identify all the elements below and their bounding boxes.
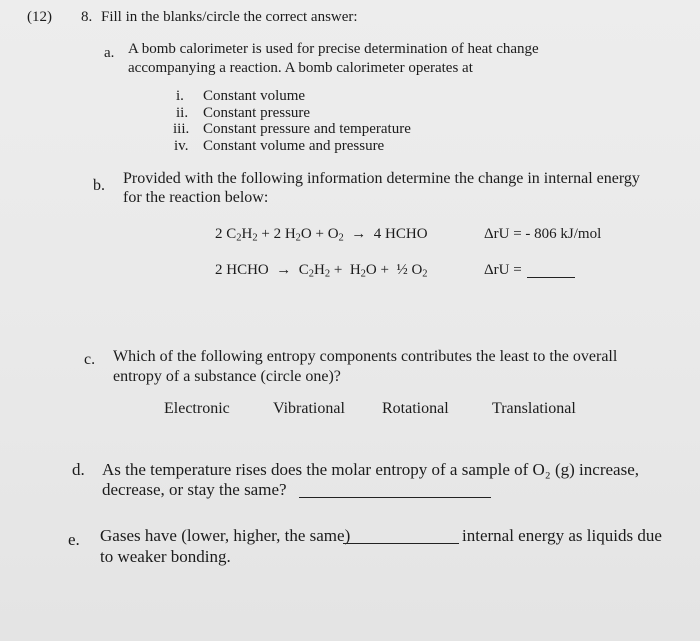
question-instruction: Fill in the blanks/circle the correct answer: <box>101 9 358 25</box>
choice-electronic[interactable]: Electronic <box>164 400 230 417</box>
part-d-label: d. <box>72 460 85 479</box>
part-c-label: c. <box>84 351 96 368</box>
points-label: (12) <box>27 9 52 25</box>
answer-blank[interactable] <box>343 542 459 544</box>
option-text[interactable]: Constant volume and pressure <box>203 138 385 154</box>
part-b-line-2: for the reaction below: <box>123 189 269 206</box>
choice-rotational[interactable]: Rotational <box>382 400 449 417</box>
reaction-1-energy: ΔrU = - 806 kJ/mol <box>484 226 602 242</box>
part-a-line-1: A bomb calorimeter is used for precise determination of heat change <box>128 41 539 57</box>
part-c-line-1: Which of the following entropy components contributes the least to the overall <box>113 348 618 365</box>
part-b-label: b. <box>93 177 105 194</box>
part-b-line-1: Provided with the following information determine the change in internal energy <box>123 170 640 187</box>
part-e-line-2: to weaker bonding. <box>100 547 231 566</box>
part-e-label: e. <box>68 530 80 549</box>
choice-vibrational[interactable]: Vibrational <box>273 400 345 417</box>
option-text[interactable]: Constant pressure <box>203 105 311 121</box>
part-c-line-2: entropy of a substance (circle one)? <box>113 368 341 385</box>
option-num: iv. <box>174 138 189 154</box>
option-text[interactable]: Constant volume <box>203 88 306 104</box>
reaction-2-energy: ΔrU = <box>484 262 522 278</box>
part-a-line-2: accompanying a reaction. A bomb calorimeter operates at <box>128 60 473 76</box>
part-d-line-2: decrease, or stay the same? <box>102 480 287 499</box>
question-number: 8. <box>81 9 93 25</box>
answer-blank[interactable] <box>299 496 491 498</box>
part-e-line-1a: Gases have (lower, higher, the same) <box>100 526 351 545</box>
part-d-line-1: As the temperature rises does the molar entropy of a sample of O₂ (g) increase, <box>102 460 639 479</box>
part-a-label: a. <box>104 45 115 61</box>
option-num: i. <box>176 88 184 104</box>
part-e-line-1b: internal energy as liquids due <box>462 526 662 545</box>
option-num: iii. <box>173 121 190 137</box>
option-text[interactable]: Constant pressure and temperature <box>203 121 411 137</box>
option-num: ii. <box>176 105 189 121</box>
reaction-1-equation: 2 $C_2H_2 + 2$ $H_2O + O_2 \to 4$ HCHO <box>215 226 428 244</box>
reaction-2-equation: 2 HCHO → $C_2H_2 + H_2O$ + ½ $O_2$ <box>215 262 428 280</box>
choice-translational[interactable]: Translational <box>492 400 576 417</box>
answer-blank[interactable] <box>527 276 575 278</box>
